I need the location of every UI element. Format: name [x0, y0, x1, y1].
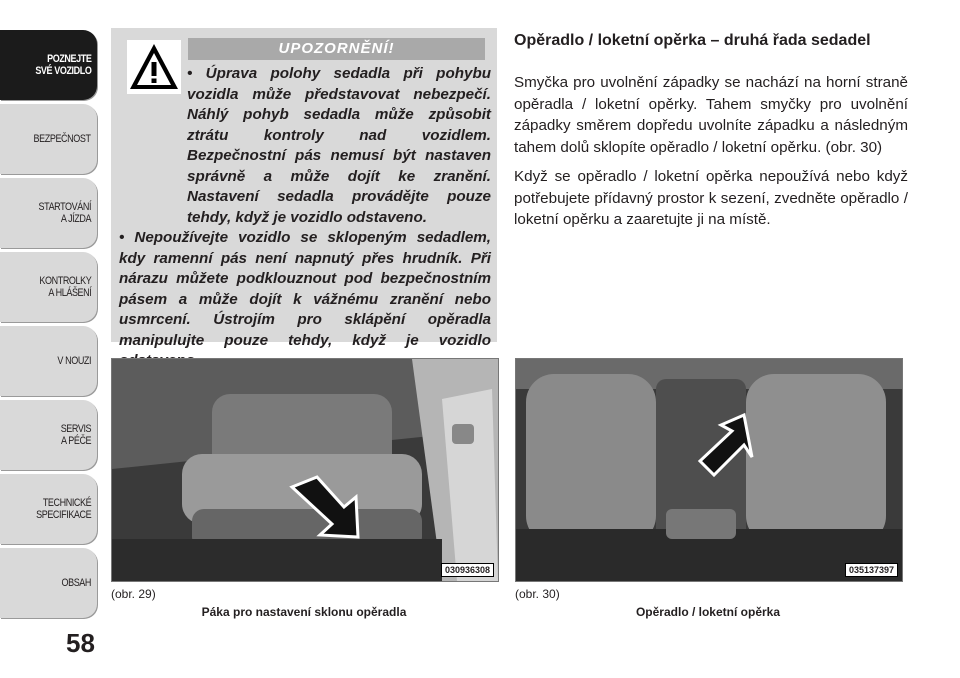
figure-29-image	[111, 358, 499, 582]
tab-label: BEZPEČNOST	[33, 133, 91, 145]
section-heading: Opěradlo / loketní opěrka – druhá řada sedadel	[514, 32, 871, 49]
tab-label: KONTROLKY A HLÁŠENÍ	[39, 275, 91, 299]
tab-label: OBSAH	[61, 577, 91, 589]
paragraph-1: Smyčka pro uvolnění západky se nachází na horní straně opěradla / loketní opěrky. Tahem smyčky pro uvolnění západky směrem dopředu uvolníte západku a následným tahem dolů sklopíte opěradlo / loketní opěrku. (obr. 30)	[514, 74, 908, 156]
paragraph-2: Když se opěradlo / loketní opěrka nepoužívá nebo když potřebujete přídavný prostor k sezení, zvedněte opěradlo / loketní opěrku a zaaretujte ji na místě.	[514, 168, 908, 228]
tab-bezpecnost[interactable]	[0, 104, 97, 174]
tab-label: STARTOVÁNÍ A JÍZDA	[38, 201, 91, 225]
page-number: 58	[66, 628, 95, 658]
figure-29-code: 030936308	[441, 563, 494, 577]
warning-bullet-1: • Úprava polohy sedadla při pohybu vozidla může představovat nebezpečí. Náhlý pohyb sedadla může způsobit ztrátu kontroly nad vozidlem. Bezpečnostní pás nemusí být nastaven správně a může dojít ke zranění. Nastavení sedadla provádějte pouze tehdy, když je vozidlo odstaveno.	[187, 65, 491, 226]
tab-kontrolky[interactable]	[0, 252, 97, 322]
tab-label: POZNEJTE SVÉ VOZIDLO	[34, 53, 91, 77]
figure-30-image	[515, 358, 903, 582]
tab-servis[interactable]	[0, 400, 97, 470]
tab-v-nouzi[interactable]	[0, 326, 97, 396]
warning-bullet-2: • Nepoužívejte vozidlo se sklopeným sedadlem, kdy ramenní pás není napnutý přes hrudník. Při nárazu můžete podklouznout pod bezpečnostním pásem a může dojít k vážnému zranění nebo usmrcení. Ústrojím pro sklápění opěradla manipulujte pouze tehdy, když je vozidlo	[119, 229, 491, 349]
tab-startovani[interactable]	[0, 178, 97, 248]
section-body	[514, 72, 908, 239]
tab-label: TECHNICKÉ SPECIFIKACE	[35, 497, 91, 521]
tab-label: SERVIS A PÉČE	[60, 423, 91, 447]
figure-29-caption: Páka pro nastavení sklonu opěradla	[201, 605, 407, 619]
warning-text	[119, 64, 491, 372]
chapter-tabs	[0, 0, 100, 678]
figure-29-number: (obr. 29)	[111, 587, 156, 601]
figure-30-caption: Opěradlo / loketní opěrka	[635, 605, 781, 619]
warning-title: UPOZORNĚNÍ!	[188, 38, 485, 60]
tab-obsah[interactable]	[0, 548, 97, 618]
tab-poznejte-sve-vozidlo[interactable]	[0, 30, 97, 100]
figure-30-code: 035137397	[845, 563, 898, 577]
tab-label: V NOUZI	[57, 355, 91, 367]
tab-technicke-specifikace[interactable]	[0, 474, 97, 544]
figure-30-number: (obr. 30)	[515, 587, 560, 601]
